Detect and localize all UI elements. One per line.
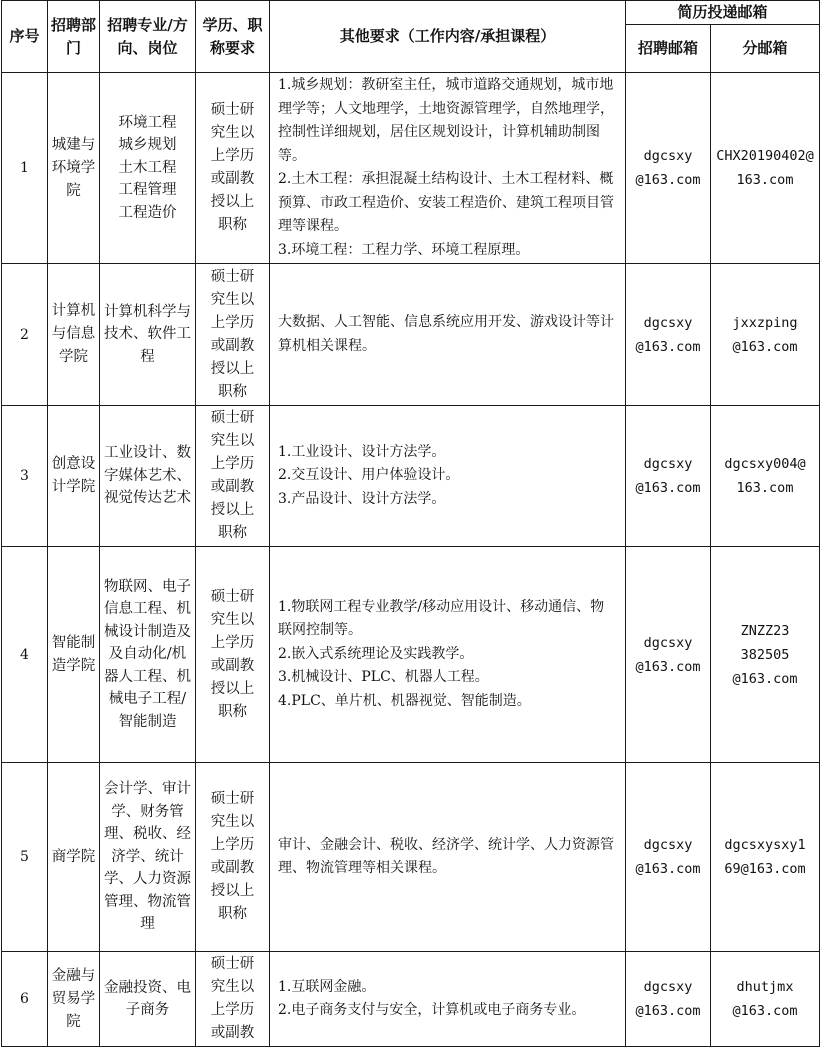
row-index-cell: 5 bbox=[2, 763, 48, 952]
row-major-cell bbox=[100, 952, 196, 1047]
row-index-cell: 4 bbox=[2, 547, 48, 763]
header-mail-main: 招聘邮箱 bbox=[626, 25, 711, 73]
row-requirements-cell bbox=[270, 73, 626, 264]
row-mail-sub-text: CHX20190402@163.com bbox=[716, 148, 814, 188]
row-requirements-cell bbox=[270, 406, 626, 547]
row-major-text: 金融投资、电子商务 bbox=[104, 979, 191, 1018]
requirement-line: 2.交互设计、用户体验设计。 bbox=[278, 467, 460, 484]
row-dept-cell: 创意设计学院 bbox=[48, 406, 100, 547]
requirement-line: 3.产品设计、设计方法学。 bbox=[278, 490, 446, 507]
row-dept-cell: 计算机与信息学院 bbox=[48, 264, 100, 406]
row-edu-cell: 硕士研究生以上学历或副教授以上职称 bbox=[196, 763, 270, 952]
row-mail-main-text: dgcsxy @163.com bbox=[635, 837, 701, 877]
row-mail-main-cell bbox=[626, 406, 711, 547]
row-requirements-cell bbox=[270, 763, 626, 952]
header-major: 招聘专业/方向、岗位 bbox=[100, 1, 196, 73]
row-mail-sub-cell bbox=[711, 264, 820, 406]
row-edu-cell: 硕士研究生以上学历或副教 bbox=[196, 952, 270, 1047]
row-mail-main-cell bbox=[626, 763, 711, 952]
row-mail-sub-text: ZNZZ23 382505 @163.com bbox=[732, 622, 798, 687]
requirement-line: 1.城乡规划：教研室主任，城市道路交通规划，城市地理学等；人文地理学，土地资源管理学，自然地理学，控制性详细规划，居住区规划设计，计算机辅助制图等。 bbox=[278, 77, 614, 164]
row-dept-cell: 城建与环境学院 bbox=[48, 73, 100, 264]
row-mail-main-text: dgcsxy @163.com bbox=[635, 456, 701, 496]
row-index-cell: 1 bbox=[2, 73, 48, 264]
row-index-cell: 3 bbox=[2, 406, 48, 547]
row-mail-sub-cell bbox=[711, 406, 820, 547]
row-mail-sub-text: jxxzping @163.com bbox=[732, 314, 798, 355]
row-mail-main-cell bbox=[626, 264, 711, 406]
row-requirements-cell bbox=[270, 952, 626, 1047]
header-index: 序号 bbox=[2, 1, 48, 73]
row-index-cell: 6 bbox=[2, 952, 48, 1047]
header-mail-sub: 分邮箱 bbox=[711, 25, 820, 73]
table-row bbox=[2, 763, 820, 952]
row-major-cell bbox=[100, 763, 196, 952]
row-mail-main-cell bbox=[626, 73, 711, 264]
row-major-cell bbox=[100, 73, 196, 264]
row-mail-main-text: dgcsxy @163.com bbox=[635, 314, 701, 355]
header-mail-group: 简历投递邮箱 bbox=[626, 1, 820, 25]
row-dept-cell: 商学院 bbox=[48, 763, 100, 952]
row-requirements-cell bbox=[270, 264, 626, 406]
row-mail-sub-text: dgcsxysxy1 69@163.com bbox=[724, 837, 806, 877]
row-major-cell bbox=[100, 547, 196, 763]
row-major-text: 环境工程 城乡规划 土木工程 工程管理 工程造价 bbox=[118, 114, 177, 221]
row-mail-main-cell bbox=[626, 952, 711, 1047]
row-major-text: 计算机科学与技术、软件工程 bbox=[104, 303, 191, 365]
row-dept-cell: 金融与贸易学院 bbox=[48, 952, 100, 1047]
row-mail-sub-text: dgcsxy004@ 163.com bbox=[724, 456, 806, 496]
row-edu-cell: 硕士研究生以上学历或副教授以上职称 bbox=[196, 547, 270, 763]
row-major-cell bbox=[100, 264, 196, 406]
requirement-line: 2.电子商务支付与安全，计算机或电子商务专业。 bbox=[278, 1002, 586, 1018]
requirement-line: 3.环境工程：工程力学、环境工程原理。 bbox=[278, 241, 530, 258]
row-mail-sub-cell bbox=[711, 952, 820, 1047]
header-edu: 学历、职称要求 bbox=[196, 1, 270, 73]
table-body bbox=[2, 73, 820, 1047]
row-mail-sub-cell bbox=[711, 73, 820, 264]
row-major-text: 会计学、审计学、财务管理、税收、经济学、统计学、人力资源管理、物流管理 bbox=[104, 781, 191, 933]
table-row bbox=[2, 264, 820, 406]
requirement-line: 审计、金融会计、税收、经济学、统计学、人力资源管理、物流管理等相关课程。 bbox=[278, 836, 614, 876]
requirement-line: 2.嵌入式系统理论及实践教学。 bbox=[278, 645, 474, 662]
recruitment-table bbox=[1, 0, 820, 1047]
table-header bbox=[2, 1, 820, 73]
row-dept-cell: 智能制造学院 bbox=[48, 547, 100, 763]
row-mail-main-text: dgcsxy @163.com bbox=[635, 979, 701, 1019]
row-mail-main-text: dgcsxy @163.com bbox=[635, 148, 701, 188]
requirement-line: 2.土木工程：承担混凝土结构设计、土木工程材料、概预算、市政工程造价、安装工程造价、建筑工程项目管理等课程。 bbox=[278, 171, 614, 234]
table-row bbox=[2, 406, 820, 547]
requirement-line: 1.互联网金融。 bbox=[278, 978, 376, 995]
row-mail-sub-cell bbox=[711, 763, 820, 952]
row-mail-sub-cell bbox=[711, 547, 820, 763]
row-major-text: 工业设计、数字媒体艺术、视觉传达艺术 bbox=[104, 445, 191, 507]
header-requirements: 其他要求（工作内容/承担课程） bbox=[270, 1, 626, 73]
row-major-cell bbox=[100, 406, 196, 547]
table-row bbox=[2, 547, 820, 763]
header-dept: 招聘部门 bbox=[48, 1, 100, 73]
row-index-cell: 2 bbox=[2, 264, 48, 406]
requirement-line: 3.机械设计、PLC、机器人工程。 bbox=[278, 669, 489, 686]
requirement-line: 4.PLC、单片机、机器视觉、智能制造。 bbox=[278, 692, 531, 709]
row-edu-cell: 硕士研究生以上学历或副教授以上职称 bbox=[196, 73, 270, 264]
row-mail-main-text: dgcsxy @163.com bbox=[635, 634, 701, 675]
row-edu-cell: 硕士研究生以上学历或副教授以上职称 bbox=[196, 264, 270, 406]
row-mail-main-cell bbox=[626, 547, 711, 763]
table-row bbox=[2, 952, 820, 1047]
requirement-line: 1.工业设计、设计方法学。 bbox=[278, 443, 446, 460]
requirement-line: 1.物联网工程专业教学/移动应用设计、移动通信、物联网控制等。 bbox=[278, 598, 605, 639]
requirement-line: 大数据、人工智能、信息系统应用开发、游戏设计等计算机相关课程。 bbox=[278, 314, 614, 354]
row-requirements-cell bbox=[270, 547, 626, 763]
row-major-text: 物联网、电子信息工程、机械设计制造及及自动化/机器人工程、机械电子工程/智能制造 bbox=[104, 578, 191, 730]
row-edu-cell: 硕士研究生以上学历或副教授以上职称 bbox=[196, 406, 270, 547]
table-row bbox=[2, 73, 820, 264]
row-mail-sub-text: dhutjmx @163.com bbox=[732, 979, 798, 1019]
